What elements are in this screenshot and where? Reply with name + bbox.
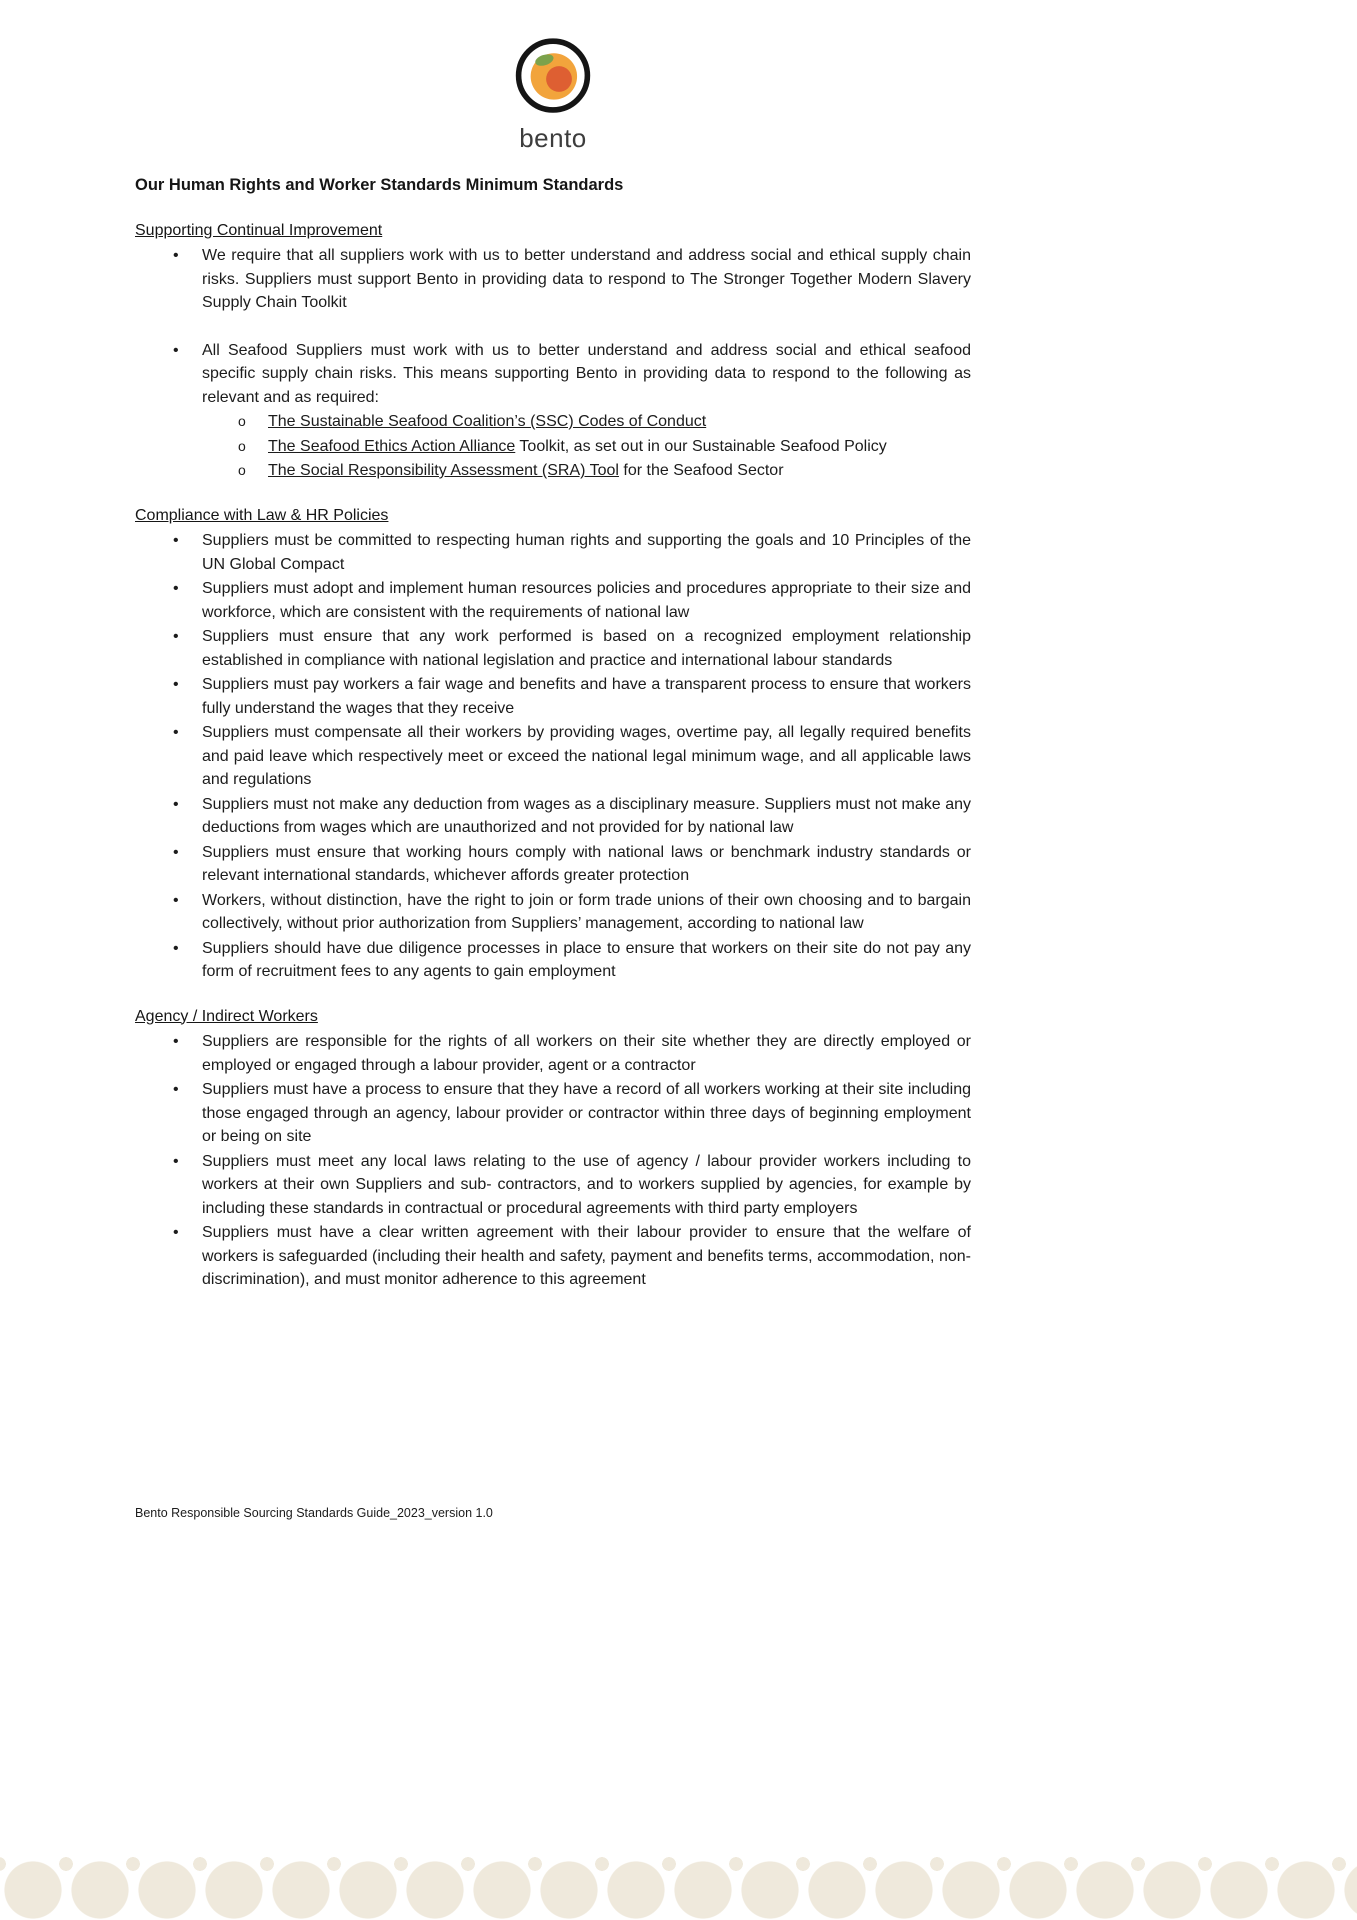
section-heading: Supporting Continual Improvement bbox=[135, 221, 383, 239]
bullet-item: • Suppliers must be committed to respecting human rights and supporting the goals and 10 Principles of the UN Global Compact bbox=[135, 529, 971, 576]
sections bbox=[135, 219, 971, 1292]
document-title: Our Human Rights and Worker Standards Minimum Standards bbox=[135, 176, 624, 194]
section-heading: Compliance with Law & HR Policies bbox=[135, 506, 389, 524]
bullet-item: • Suppliers must pay workers a fair wage and benefits and have a transparent process to ensure that workers fully understand the wages that they receive bbox=[135, 673, 971, 720]
document-section bbox=[135, 1005, 971, 1292]
logo bbox=[135, 36, 971, 154]
bullet-item: • We require that all suppliers work with us to better understand and address social and ethical supply chain risks. Suppliers must support Bento in providing data to respond to The Stronger Together Modern Slavery Supply Chain Toolkit bbox=[135, 244, 971, 315]
bullet-item: • Suppliers must ensure that any work performed is based on a recognized employment relationship established in compliance with national legislation and practice and international labour standards bbox=[135, 625, 971, 672]
bullet-item: • Suppliers should have due diligence processes in place to ensure that workers on their site do not pay any form of recruitment fees to any agents to gain employment bbox=[135, 937, 971, 984]
document-content bbox=[135, 36, 971, 1293]
bento-logo-icon bbox=[510, 36, 596, 122]
decorative-dot-border bbox=[0, 1848, 1357, 1920]
bullet-item: • Suppliers must adopt and implement human resources policies and procedures appropriate to their size and workforce, which are consistent with the requirements of national law bbox=[135, 577, 971, 624]
document-section bbox=[135, 219, 971, 483]
sub-bullet-item bbox=[135, 459, 971, 483]
bullet-item: • All Seafood Suppliers must work with us to better understand and address social and ethical seafood specific supply chain risks. This means supporting Bento in providing data to respond to the following as relevant and as required: bbox=[135, 339, 971, 410]
bullet-item: • Suppliers are responsible for the rights of all workers on their site whether they are directly employed or employed or engaged through a labour provider, agent or a contractor bbox=[135, 1030, 971, 1077]
bullet-list bbox=[135, 244, 971, 483]
bullet-item: • Suppliers must meet any local laws relating to the use of agency / labour provider workers including to workers at their own Suppliers and sub- contractors, and to workers supplied by agencies, for example by including these standards in contractual or procedural agreements with third party employers bbox=[135, 1150, 971, 1221]
sub-bullet-item bbox=[135, 435, 971, 459]
section-heading: Agency / Indirect Workers bbox=[135, 1007, 318, 1025]
bullet-item: • Suppliers must compensate all their workers by providing wages, overtime pay, all legally required benefits and paid leave which respectively meet or exceed the national legal minimum wage, and all applicable laws and regulations bbox=[135, 721, 971, 792]
sub-bullet-item bbox=[135, 410, 971, 434]
document-section bbox=[135, 504, 971, 984]
footer-text: Bento Responsible Sourcing Standards Guide_2023_version 1.0 bbox=[135, 1506, 493, 1520]
bullet-list bbox=[135, 529, 971, 984]
sub-bullet-text: Toolkit, as set out in our Sustainable Seafood Policy bbox=[515, 437, 887, 455]
document-link[interactable]: The Seafood Ethics Action Alliance bbox=[268, 437, 516, 455]
bullet-item: • Suppliers must ensure that working hours comply with national laws or benchmark industry standards or relevant international standards, whichever affords greater protection bbox=[135, 841, 971, 888]
bullet-item: • Suppliers must have a clear written agreement with their labour provider to ensure that the welfare of workers is safeguarded (including their health and safety, payment and benefits terms, accommodation, non- discrimination), and must monitor adherence to this agreement bbox=[135, 1221, 971, 1292]
bullet-item: • Workers, without distinction, have the right to join or form trade unions of their own choosing and to bargain collectively, without prior authorization from Suppliers’ management, according to national law bbox=[135, 889, 971, 936]
document-link[interactable]: The Social Responsibility Assessment (SRA) Tool bbox=[268, 462, 619, 479]
bullet-item: • Suppliers must not make any deduction from wages as a disciplinary measure. Suppliers must not make any deductions from wages which are unauthorized and not provided for by national law bbox=[135, 793, 971, 840]
sub-bullet-text: for the Seafood Sector bbox=[618, 462, 784, 479]
bullet-item: • Suppliers must have a process to ensure that they have a record of all workers working at their site including those engaged through an agency, labour provider or contractor within three days of beginning employment or being on site bbox=[135, 1078, 971, 1149]
document-link[interactable]: The Sustainable Seafood Coalition’s (SSC) Codes of Conduct bbox=[268, 413, 707, 430]
bullet-list bbox=[135, 1030, 971, 1292]
logo-wordmark: bento bbox=[519, 123, 587, 153]
